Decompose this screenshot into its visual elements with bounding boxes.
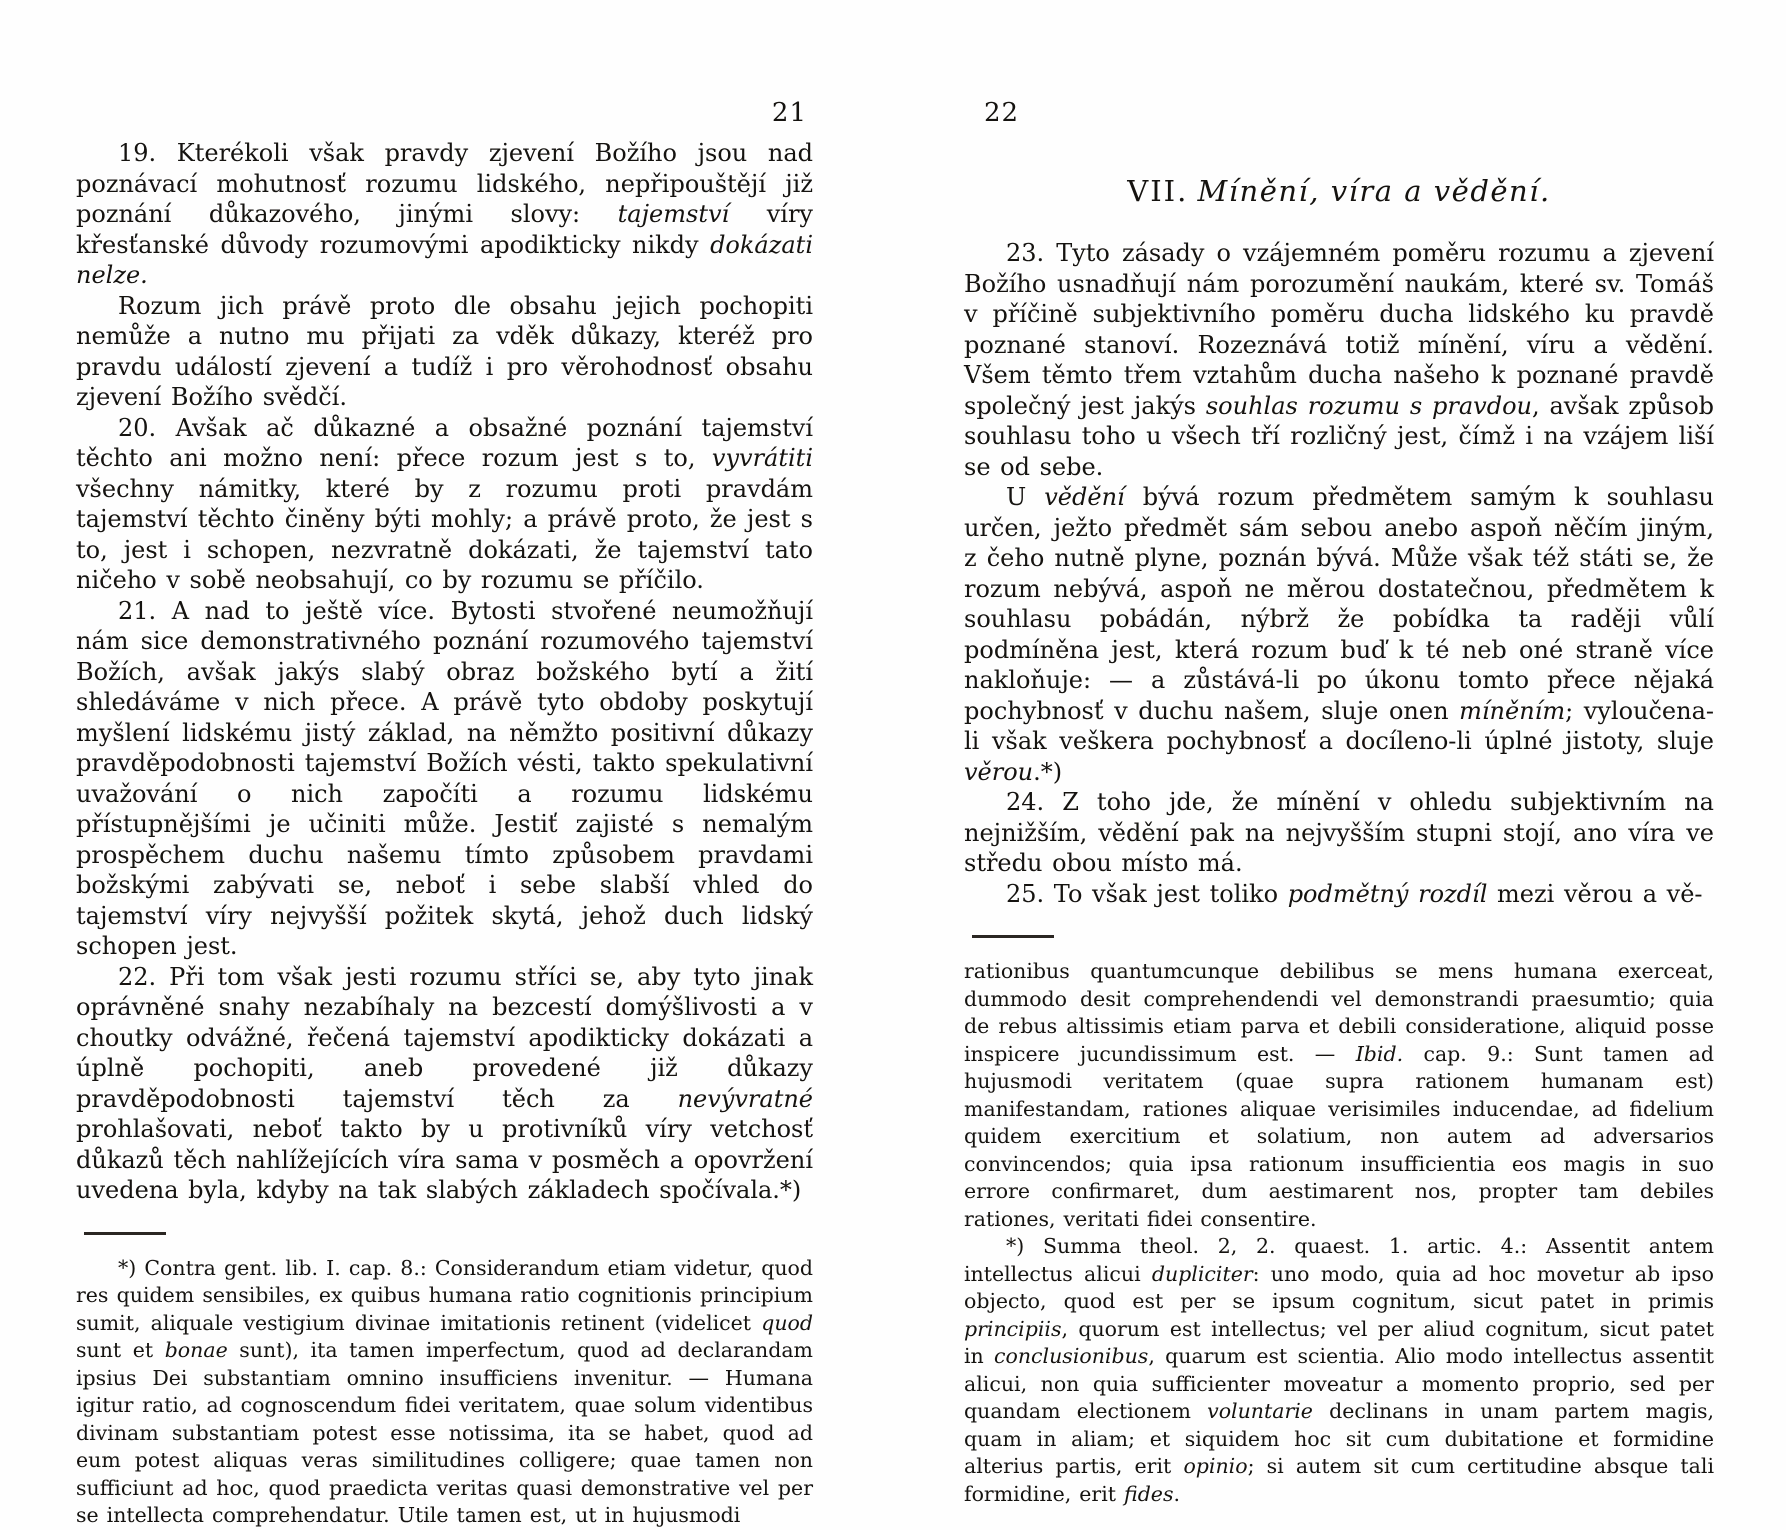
page-22 [964, 98, 1714, 1508]
paragraph-23: 23. Tyto zásady o vzájemném poměru rozumu a zjevení Božího usnadňují nám porozumění naukám, které sv. Tomáš v příčině subjektivního poměru ducha lidského ku pravdě poznané stanoví. Rozeznává totiž mínění, víru a vědění. Všem těmto třem vztahům ducha našeho k poznané pravdě společný jest jakýs souhlas rozumu s pravdou, avšak způsob souhlasu toho u všech tří rozličný jest, čímž i na vzájem liší se od sebe. [964, 239, 1715, 481]
footnote-separator-right [972, 935, 1054, 938]
footnote-summa-theol: *) Summa theol. 2, 2. quaest. 1. artic. 4.: Assentit antem intellectus alicui dupliciter: uno modo, quia ad hoc movetur ab ipso objecto, quod est per se ipsum cognitum, sicut patet in primis principiis, quorum est intellectus; vel per aliud cognitum, sicut patet in conclusionibus, quarum est scientia. Alio modo intellectus assentit alicui, non quia sufficienter moveatur a momento proprio, sed per quandam electionem voluntarie declinans in unam partem magis, quam in aliam; et siquidem hoc sit cum dubitatione et formidine alterius partis, erit opinio; si autem sit cum certitudine absque tali formidine, erit fides. [964, 1234, 1715, 1506]
chapter-numeral: VII. [1127, 174, 1189, 208]
paragraph-19: 19. Kterékoli však pravdy zjevení Božího jsou nad poznávací mohutnosť rozumu lidského, nepřipouštějí již poznání důkazového, jinými slovy: tajemství víry křesťanské důvody rozumovými apodikticky nikdy dokázati nelze. [76, 139, 813, 289]
paragraph-21: 21. A nad to ještě více. Bytosti stvořené neumožňují nám sice demonstrativného poznání rozumového tajemství Božích, avšak jakýs slabý obraz božského bytí a žití shledáváme v nich přece. A právě tyto obdoby poskytují myšlení lidskému jistý základ, na němžto positivní důkazy pravděpodobnosti tajemství Božích vésti, takto spekulativní uvažování o nich započíti a rozumu lidskému přístupnějšími je učiniti může. Jestiť zajisté s nemalým prospěchem duchu našemu tímto způsobem pravdami božskými zabývati se, neboť i sebe slabší vhled do tajemství víry nejvyšší požitek skytá, jehož duch lidský schopen jest. [76, 596, 813, 960]
paragraph-23-continuation: U vědění bývá rozum předmětem samým k souhlasu určen, ježto předmět sám sebou anebo aspoň něčím jiným, z čeho nutně plyne, poznán bývá. Může však též státi se, že rozum nebývá, aspoň ne měrou dostatečnou, předmětem k souhlasu pobádán, nýbrž že pobídka ta raději vůlí podmíněna jest, která rozum buď k té neb oné straně více nakloňuje: — a zůstává-li po úkonu tomto přece nějaká pochybnosť v duchu našem, sluje onen míněním; vyloučena-li však veškera pochybnosť a docíleno-li úplné jistoty, sluje věrou.*) [964, 483, 1715, 786]
page-number-22: 22 [984, 98, 1020, 128]
chapter-title: Mínění, víra a vědění. [1197, 174, 1551, 208]
page-21-body [76, 138, 813, 1206]
paragraph-24: 24. Z toho jde, že mínění v ohledu subjektivním na nejnižším, vědění pak na nejvyšším stupni stojí, ano víra ve středu obou místo má. [964, 788, 1714, 877]
paragraph-19-continuation: Rozum jich právě proto dle obsahu jejich pochopiti nemůže a nutno mu přijati za vděk důkazy, kteréž pro pravdu událostí zjevení a tudíž i pro věrohodnosť obsahu zjevení Božího svědčí. [76, 291, 813, 411]
footnote-continuation: rationibus quantumcunque debilibus se mens humana exerceat, dummodo desit comprehendendi vel demonstrandi praesumtio; quia de rebus altissimis etiam parva et debili consideratione, aliquid posse inspicere jucundissimum est. — Ibid. cap. 9.: Sunt tamen ad hujusmodi veritatem (quae supra rationem humanam est) manifestandam, rationes aliquae verisimiles inducendae, ad fidelium quidem exercitium et solatium, non autem ad adversarios convincendos; quia ipsa rationum insufficientia eos magis in suo errore confirmaret, dum aestimarent nos, propter tam debiles rationes, veritati fidei consentire. [964, 959, 1715, 1231]
paragraph-20: 20. Avšak ač důkazné a obsažné poznání tajemství těchto ani možno není: přece rozum jest s to, vyvrátiti všechny námitky, které by z rozumu proti pravdám tajemství těchto činěny býti mohly; a právě proto, že jest s to, jest i schopen, nezvratně dokázati, že tajemství tato ničeho v sobě neobsahují, co by rozumu se příčilo. [76, 413, 813, 594]
page-number-21: 21 [771, 98, 807, 128]
page-22-body [964, 238, 1714, 909]
paragraph-22: 22. Při tom však jesti rozumu stříci se, aby tyto jinak oprávněné snahy nezabíhaly na bezcestí domýšlivosti a v choutky odvážné, řečená tajemství apodikticky dokázati a úplně pochopiti, aneb provedené již důkazy pravděpodobnosti tajemství těch za nevývratné prohlašovati, neboť takto by u protivníků víry vetchosť důkazů těch nahlížejících víra sama v posměch a opovržení uvedena byla, kdyby na tak slabých základech spočívala.*) [76, 962, 813, 1204]
paragraph-25: 25. To však jest toliko podmětný rozdíl mezi věrou a vě- [1006, 879, 1703, 908]
footnote-separator-left [84, 1232, 166, 1235]
chapter-heading [964, 174, 1714, 208]
footnote-contra-gentiles: *) Contra gent. lib. I. cap. 8.: Considerandum etiam videtur, quod res quidem sensibiles, ex quibus humana ratio cognitionis principium sumit, aliquale vestigium divinae imitationis retinent (videlicet quod sunt et bonae sunt), ita tamen imperfectum, quod ad declarandam ipsius Dei substantiam omnino insufficiens invenitur. — Humana igitur ratio, ad cognoscendum fidei veritatem, quae solum videntibus divinam substantiam potest esse notissima, ita se habet, quod ad eum potest aliquas veras similitudines colligere; quae tamen non sufficiunt ad hoc, quod praedicta veritas quasi demonstrative vel per se intellecta comprehendatur. Utile tamen est, ut in hujusmodi [76, 1255, 813, 1527]
page-21 [76, 98, 813, 1530]
